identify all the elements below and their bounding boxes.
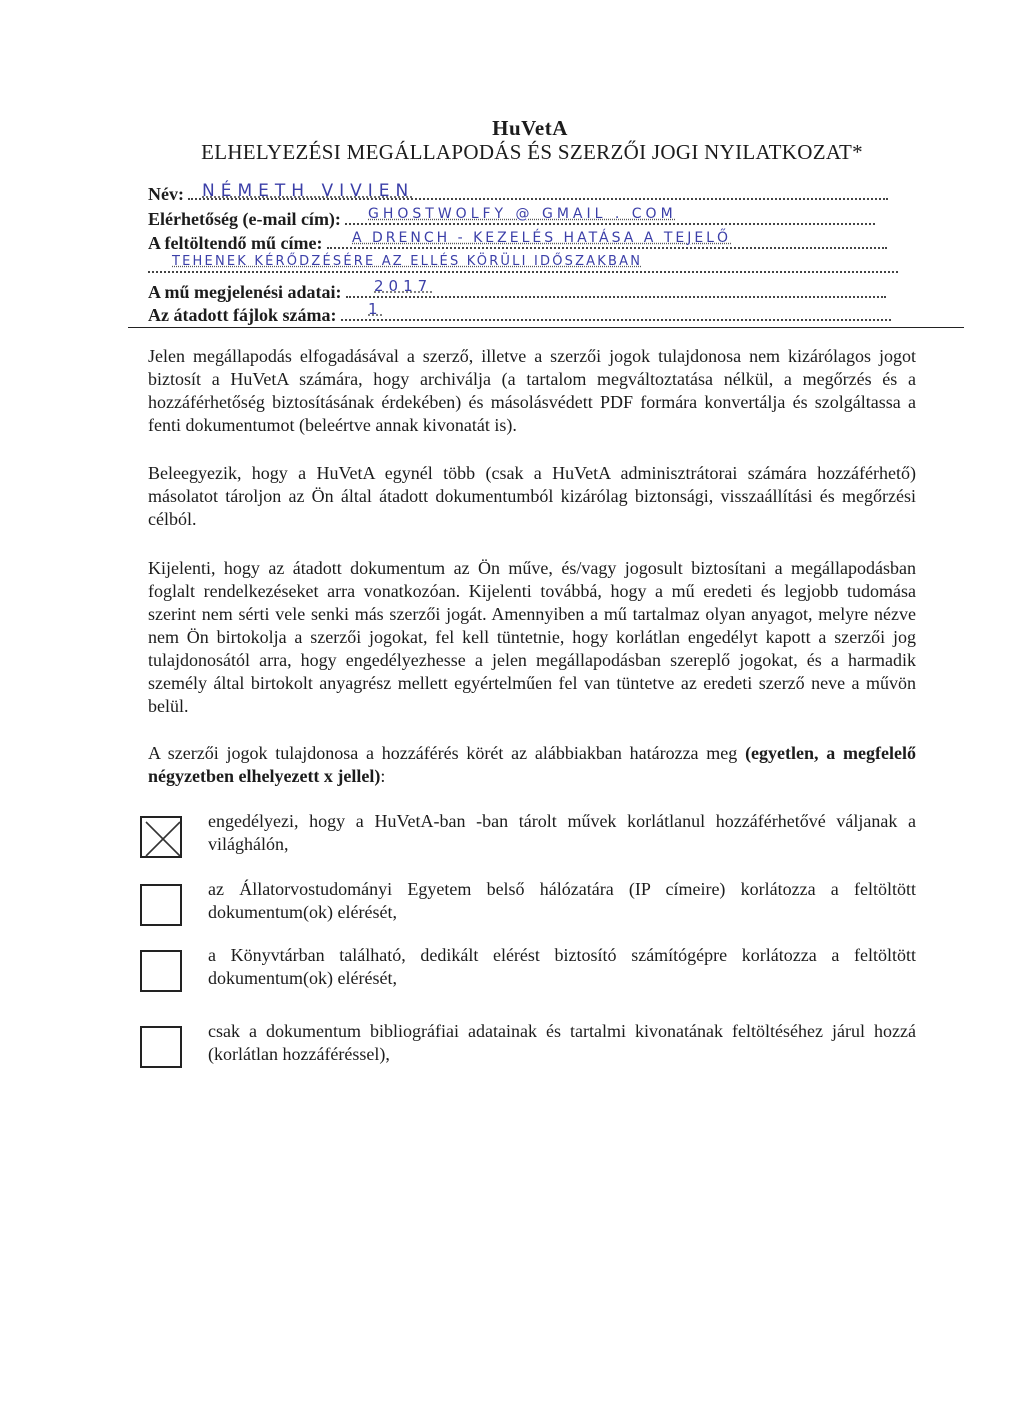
work-title-line1[interactable]: A DRENCH - KEZELÉS HATÁSA A TEJELŐ xyxy=(352,230,732,246)
header-title: HuVetA xyxy=(492,116,568,140)
name-label: Név: xyxy=(148,184,184,204)
paragraph-3: Kijelenti, hogy az átadott dokumentum az Ön műve, és/vagy jogosult biztosítani a megállapodásban foglalt rendelkezéseket arra vonatkozóan. Kijelenti továbbá, hogy a mű eredeti és legjobb tudomása szerint nem sérti vele senki más szerzői jogát. Amennyiben a mű tartalmaz olyan anyagot, melyre nézve nem Ön birtokolja a szerzői jogokat, fel kell tüntetnie, hogy korlátlan engedélyt kapott a szerzői jog tulajdonosától arra, hogy engedélyezhesse a jelen megállapodásban szereplő jogokat, és a harmadik személy által birtokolt anyagrész mellett egyértelműen fel van tüntetve az eredeti szerző neve a művön belül. xyxy=(148,558,916,716)
header-divider xyxy=(128,327,964,328)
access-option-3-checkbox[interactable] xyxy=(140,950,182,992)
files-value[interactable]: 1 xyxy=(368,300,384,318)
name-value[interactable]: NÉMETH VIVIEN xyxy=(202,181,415,201)
files-label: Az átadott fájlok száma: xyxy=(148,305,337,325)
paragraph-4-text: A szerzői jogok tulajdonosa a hozzáférés körét az alábbiakban határozza meg xyxy=(148,743,738,763)
work-title-label: A feltöltendő mű címe: xyxy=(148,233,323,253)
access-option-2 xyxy=(140,879,918,944)
paragraph-2: Beleegyezik, hogy a HuVetA egynél több (csak a HuVetA adminisztrátorai számára hozzáférhető) másolatot tároljon az Ön által átadott dokumentumból kizárólag biztonsági, visszaállítási és megőrzési célból. xyxy=(148,463,916,529)
contact-value[interactable]: GHOSTWOLFY @ GMAIL . COM xyxy=(368,206,677,222)
access-option-3 xyxy=(140,945,918,1010)
access-option-2-label: az Állatorvostudományi Egyetem belső hálózatára (IP címeire) korlátozza a feltöltött dokumentum(ok) elérését, xyxy=(208,879,916,922)
access-option-1-label: engedélyezi, hogy a HuVetA-ban -ban tárolt művek korlátlanul hozzáférhetővé váljanak a világhálón, xyxy=(208,811,916,854)
x-mark-icon xyxy=(142,818,184,860)
access-option-4-label: csak a dokumentum bibliográfiai adatainak és tartalmi kivonatának feltöltéséhez járul hozzá (korlátlan hozzáféréssel), xyxy=(208,1021,916,1064)
paragraph-4 xyxy=(148,742,916,788)
header-subtitle: ELHELYEZÉSI MEGÁLLAPODÁS ÉS SZERZŐI JOGI NYILATKOZAT* xyxy=(201,140,863,164)
files-field xyxy=(148,305,908,329)
contact-label: Elérhetőség (e-mail cím): xyxy=(148,209,341,229)
publication-label: A mű megjelenési adatai: xyxy=(148,282,342,302)
access-option-3-label: a Könyvtárban található, dedikált elérést biztosító számítógépre korlátozza a feltöltött dokumentum(ok) elérését, xyxy=(208,945,916,988)
access-option-1 xyxy=(140,811,918,876)
access-option-1-checkbox[interactable] xyxy=(140,816,182,858)
work-title-line2[interactable]: TEHENEK KÉRŐDZÉSÉRE AZ ELLÉS KÖRÜLI IDŐSZAKBAN xyxy=(172,254,643,269)
paragraph-4-end: : xyxy=(380,766,386,786)
paragraph-4-bold: (egyetlen, a megfelelő négyzetben elhelyezett x jellel) xyxy=(148,743,916,786)
access-option-2-checkbox[interactable] xyxy=(140,884,182,926)
access-option-4 xyxy=(140,1021,918,1086)
access-option-4-checkbox[interactable] xyxy=(140,1026,182,1068)
publication-value[interactable]: 2017 xyxy=(374,277,433,295)
paragraph-1: Jelen megállapodás elfogadásával a szerző, illetve a szerzői jogok tulajdonosa nem kizárólagos jogot biztosít a HuVetA számára, hogy archiválja (a tartalom megváltoztatása nélkül, a megőrzés és a hozzáférhetőség biztosításának érdekében) és másolásvédett PDF formára konvertálja és szolgáltassa a fenti dokumentumot (beleértve annak kivonatát is). xyxy=(148,346,916,435)
publication-field xyxy=(148,282,908,306)
